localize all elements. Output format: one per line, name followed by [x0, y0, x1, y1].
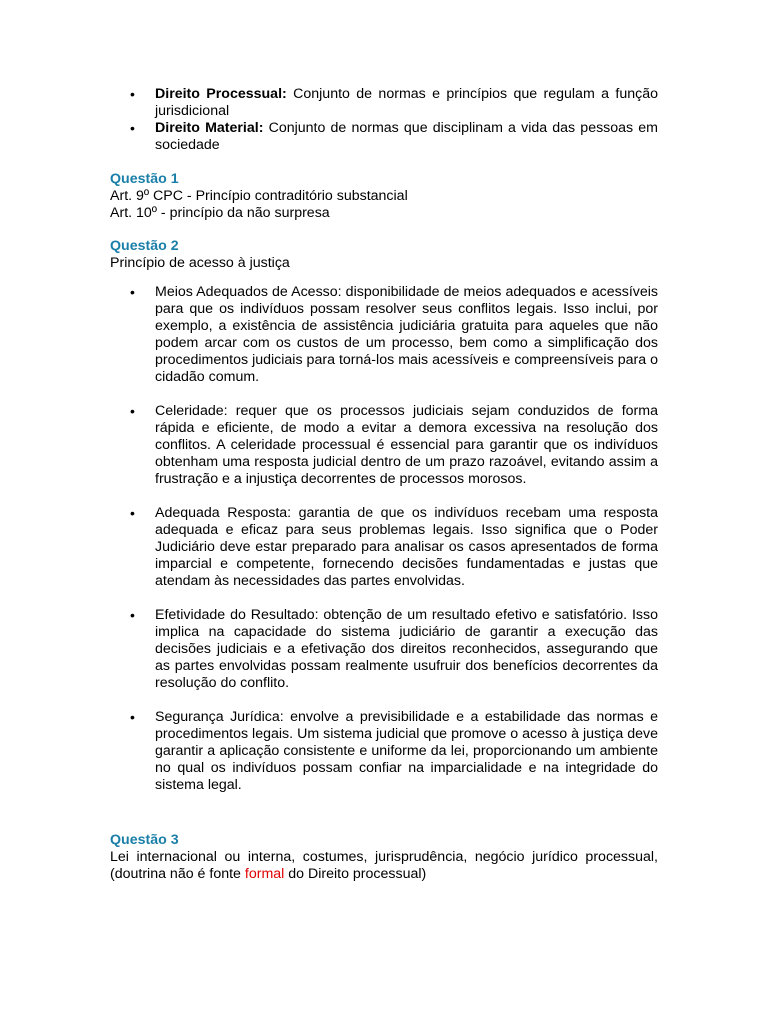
- principle-bullet-list: [110, 284, 658, 794]
- section-heading: Questão 2: [110, 238, 179, 254]
- bullet-text: Conjunto de normas e princípios que regulam a função jurisdicional: [155, 86, 658, 119]
- list-item: • Efetividade do Resultado: obtenção de um resultado efetivo e satisfatório. Isso implica na capacidade do sistema judiciário de garantir a execução das decisões judiciais e a efetivação dos direitos reconhecidos, assegurando que as partes envolvidas possam realmente usufruir dos benefícios decorrentes da resolução do conflito.: [110, 607, 658, 692]
- bullet-term: Direito Processual:: [155, 86, 287, 102]
- bullet-text: Conjunto de normas que disciplinam a vida das pessoas em sociedade: [155, 120, 658, 153]
- section-text: [110, 849, 658, 883]
- list-item: • Meios Adequados de Acesso: disponibilidade de meios adequados e acessíveis para que os indivíduos possam resolver seus conflitos legais. Isso inclui, por exemplo, a existência de assistência judiciária gratuita para aqueles que não podem arcar com os custos de um processo, bem como a simplificação dos procedimentos judiciais para torná-los mais acessíveis e compreensíveis para o cidadão comum.: [110, 284, 658, 386]
- highlighted-word: formal: [244, 866, 285, 882]
- bullet-term: Direito Material:: [155, 120, 264, 136]
- section-questao-1: [110, 171, 658, 222]
- list-item: [110, 86, 658, 120]
- section-heading: Questão 3: [110, 832, 179, 848]
- list-item: • Celeridade: requer que os processos judiciais sejam conduzidos de forma rápida e eficiente, de modo a evitar a demora excessiva na resolução dos conflitos. A celeridade processual é essencial para garantir que os indivíduos obtenham uma resposta judicial dentro de um prazo razoável, evitando assim a frustração e a injustiça decorrentes de processos morosos.: [110, 403, 658, 488]
- list-item: • Adequada Resposta: garantia de que os indivíduos recebam uma resposta adequada e eficaz para seus problemas legais. Isso significa que o Poder Judiciário deve estar preparado para analisar os casos apresentados de forma imparcial e competente, fornecendo decisões fundamentadas e justas que atendam às necessidades das partes envolvidas.: [110, 505, 658, 590]
- intro-bullet-list: [110, 86, 658, 154]
- text-part: Lei internacional ou interna, costumes, jurisprudência, negócio jurídico processual, (doutrina não é fonte: [110, 849, 658, 882]
- section-heading: Questão 1: [110, 171, 179, 187]
- text-line: Art. 9º CPC - Princípio contraditório substancial: [110, 188, 408, 204]
- section-questao-2: [110, 238, 658, 794]
- document-page: [110, 86, 658, 883]
- list-item: [110, 120, 658, 154]
- text-line: Art. 10º - princípio da não surpresa: [110, 205, 330, 221]
- section-intro: Princípio de acesso à justiça: [110, 255, 290, 271]
- text-part: do Direito processual): [284, 866, 427, 882]
- section-questao-3: [110, 832, 658, 883]
- list-item: • Segurança Jurídica: envolve a previsibilidade e a estabilidade das normas e procedimentos legais. Um sistema judicial que promove o acesso à justiça deve garantir a aplicação consistente e uniforme da lei, proporcionando um ambiente no qual os indivíduos possam confiar na imparcialidade e na integridade do sistema legal.: [110, 709, 658, 794]
